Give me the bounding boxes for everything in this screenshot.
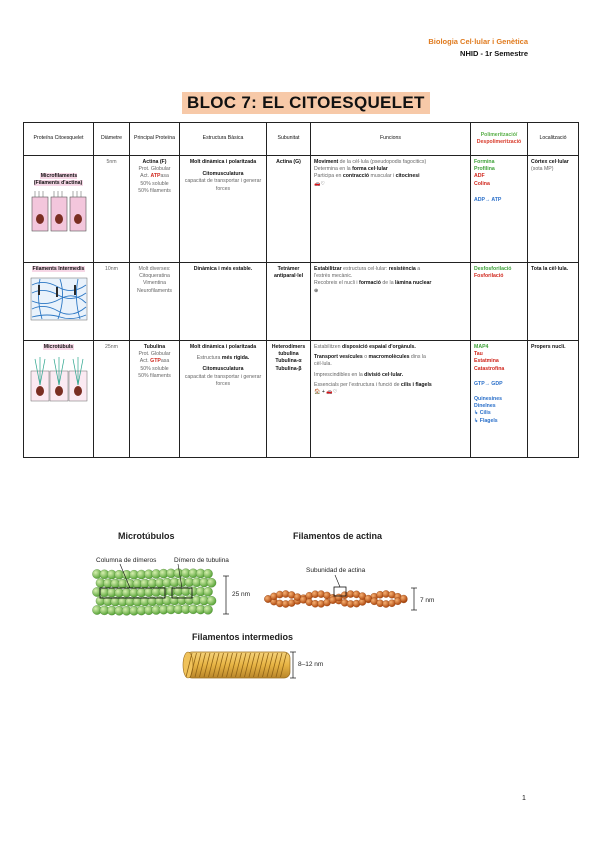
col-header-polymerization: Polimerització/ Despolimerització [471,123,528,156]
row-name: Filaments Intermedis [32,266,85,272]
dimero-label: Dímero de tubulina [174,557,229,564]
tubulin-subunit [203,605,212,614]
col-header-protein: Proteïna Citoesquelet [24,123,94,156]
page-number: 1 [522,795,526,802]
actina-title: Filamentos de actina [293,531,383,541]
structure-cell: Molt dinàmica i polaritzada Estructura més rígida. Citomusculatura capacitat de transportar i generar forces [180,341,267,458]
col-header-functions: Funcions [311,123,471,156]
subunit-cell: Heterodímers tubulina Tubulina-α Tubulina-β [267,341,311,458]
col-header-diameter: Diàmetre [94,123,130,156]
col-header-structure: Estructura Bàsica [180,123,267,156]
subunidad-label: Subunidad de actina [306,567,366,574]
subunit-cell: Actina (G) [267,156,311,263]
col-header-location: Localització [528,123,579,156]
semester-label: NHID - 1r Semestre [460,49,528,58]
microtubule-diagram [92,564,229,615]
functions-cell: Estabilitzen disposició espaial d'orgànuls. Transport vesícules o macromolècules dins la cèl·lula. Imprescindibles en la divisió cel·lular. Essencials per l'estructura i funció de cilis i flagels 🏠 + 🚗♡ [311,341,471,458]
tubulin-subunit [207,596,216,605]
location-cell: Propers nucli. [528,341,579,458]
tubulin-subunit [203,587,212,596]
intermedios-title: Filamentos intermedios [192,632,294,642]
subject-label: Biologia Cel·lular i Genètica [428,37,528,46]
row-name: Microfilaments (Filaments d'actina) [33,173,83,187]
tubulin-subunit [207,578,216,587]
col-header-subunit: Subunitat [267,123,311,156]
functions-cell: Estabilitzar estructura cel·lular: resistència a l'estrès mecànic. Recobreix el nucli i formació de la làmina nuclear ⊕ [311,263,471,341]
structure-cell: Molt dinàmica i polaritzada Citomusculatura capacitat de transportar i generar forces [180,156,267,263]
diameter-cell: 5nm [94,156,130,263]
intermediate-filament-diagram [183,652,296,678]
structure-cell: Dinàmica i més estable. [180,263,267,341]
functions-cell: Moviment de la cèl·lula (pseudopodis fagocitics) Determina en la forma cel·lular Participa en contracció muscular i citocinesi 🚗♡ [311,156,471,263]
diameter-cell: 25nm [94,341,130,458]
microtubulos-title: Microtúbulos [118,531,175,541]
col-header-main-protein: Principal Proteïna [130,123,180,156]
function-icons: 🚗♡ [314,180,326,187]
subunit-cell: Tetràmer antiparal·lel [267,263,311,341]
polymerization-cell: MAP4 Tau Estatmina Catastrofina GTP→ GDP Quinesines Dineïnes ↳ Cilis ↳ Flagels [471,341,528,458]
main-protein-cell: Tubulina Prot. Globular Act. GTPasa 50% soluble 50% filaments [130,341,180,458]
tubulin-subunit [203,569,212,578]
location-cell: Còrtex cel·lular (sota MP) [528,156,579,263]
location-cell: Tota la cèl·lula. [528,263,579,341]
page-title: BLOC 7: EL CITOESQUELET [182,92,430,114]
main-protein-cell: Actina (F) Prot. Globular Act. ATPasa 50% soluble 50% filaments [130,156,180,263]
function-icons: 🏠 + 🚗♡ [314,389,338,396]
main-protein-cell: Molt diverses: Citoqueratina Vimentina Neurofilaments [130,263,180,341]
actin-filament-diagram [264,575,417,610]
function-icons: ⊕ [314,287,319,294]
polymerization-cell: Formina Profilina ADF Colina ADP→ ATP [471,156,528,263]
columna-label: Columna de dímeros [96,557,157,564]
mt-size-label: 25 nm [232,591,251,598]
actin-subunit [400,595,407,602]
if-size-label: 8–12 nm [298,661,324,668]
actin-size-label: 7 nm [420,597,435,604]
row-name: Microtúbuls [43,344,74,350]
polymerization-cell: Desfosforilació Fosforilació [471,263,528,341]
diameter-cell: 10nm [94,263,130,341]
